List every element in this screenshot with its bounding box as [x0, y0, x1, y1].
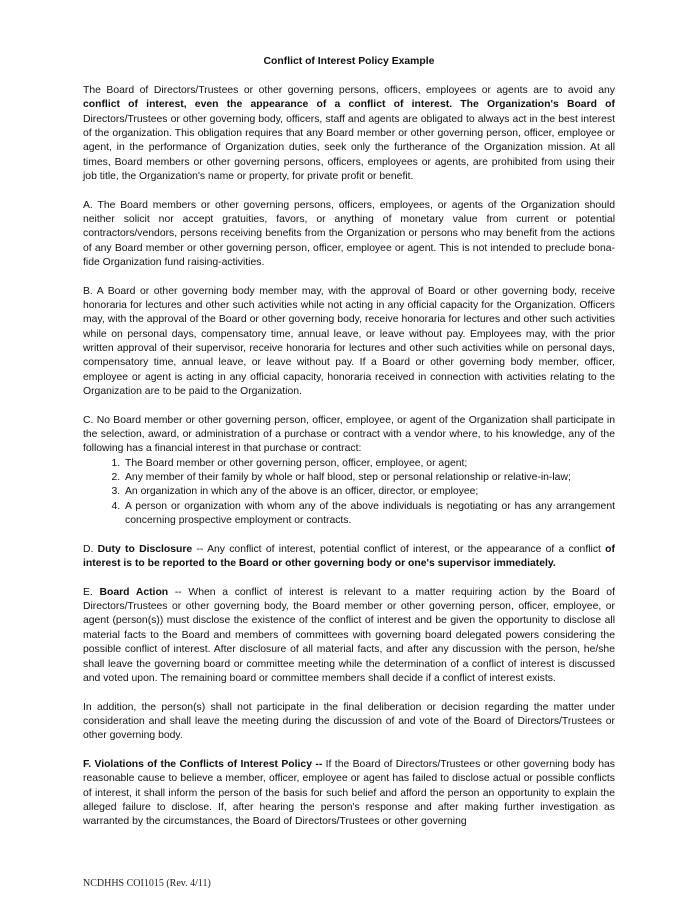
section-d-text: -- Any conflict of interest, potential conflict of interest, or the appearance of a conflict: [192, 543, 606, 555]
section-c-paragraph: C. No Board member or other governing person, officer, employee, or agent of the Organization shall participate in the selection, award, or administration of a purchase or contract with a vendor where, to his knowledge, any of the following has a financial interest in that purchase or contract:: [83, 414, 615, 455]
section-d-paragraph: [83, 543, 615, 572]
section-c-list: [83, 457, 615, 529]
section-d-bold-text: of interest is to be reported to the Board or other governing body or one's supervisor immediately.: [83, 543, 615, 570]
section-e-paragraph: [83, 586, 615, 686]
section-f-text: If the Board of Directors/Trustees or other governing body has reasonable cause to believe a member, officer, employee or agent has failed to disclose actual or possible conflicts of interest, it shall inform the person of the basis for such belief and afford the person an opportunity to explain the alleged failure to disclose. If, after hearing the person's response and after making further investigation as warranted by the circumstances, the Board of Directors/Trustees or other governing: [83, 758, 615, 828]
intro-paragraph: [83, 84, 615, 184]
section-f-heading: F. Violations of the Conflicts of Interest Policy --: [83, 758, 323, 770]
section-e-prefix: E.: [83, 586, 100, 598]
section-d-prefix: D.: [83, 543, 98, 555]
section-a-paragraph: A. The Board members or other governing persons, officers, employees, or agents of the Organization should neither solicit nor accept gratuities, favors, or anything of monetary value from current or potential contractors/vendors, persons receiving benefits from the Organization or persons who may benefit from the actions of any Board member or other governing person, officer, employee or agent. This is not intended to preclude bona-fide Organization fund raising-activities.: [83, 199, 615, 269]
document-footer: NCDHHS COI1015 (Rev. 4/11): [83, 878, 211, 889]
intro-text-2: Directors/Trustees or other governing body, officers, staff and agents are obligated to always act in the best interest of the organization. This obligation requires that any Board member or other governing person, officer, employee or agent, in the performance of Organization duties, seek only the furtherance of the Organization mission. At all times, Board members or other governing persons, officers, employees or agents, are prohibited from using their job title, the Organization's name or property, for private profit or benefit.: [83, 113, 615, 183]
section-d-heading: Duty to Disclosure: [97, 543, 193, 555]
section-e-heading: Board Action: [99, 586, 169, 598]
document-title: Conflict of Interest Policy Example: [263, 56, 435, 67]
section-e-text: -- When a conflict of interest is relevant to a matter requiring action by the Board of Directors/Trustees or other governing body, the Board member or other governing person, officer, employee, or agent (person(s)) must disclose the existence of the conflict of interest and be given the opportunity to disclose all material facts to the Board and members of committees with governing board delegated powers considering the possible conflict of interest. After disclosure of all material facts, and after any discussion with the person, he/she shall leave the governing board or committee meeting while the determination of a conflict of interest is discussed and voted upon. The remaining board or committee members shall decide if a conflict of interest exists.: [83, 586, 615, 684]
list-item: 2. Any member of their family by whole or half blood, step or personal relationship or relative-in-law;: [123, 471, 615, 485]
list-item: 1. The Board member or other governing person, officer, employee, or agent;: [123, 457, 615, 471]
intro-text-1: The Board of Directors/Trustees or other governing persons, officers, employees or agents are to avoid any: [83, 85, 615, 96]
list-item: 3. An organization in which any of the above is an officer, director, or employee;: [123, 485, 615, 499]
intro-bold-text: conflict of interest, even the appearance of a conflict of interest. The Organization's Board of: [83, 99, 615, 111]
addition-paragraph: In addition, the person(s) shall not participate in the final deliberation or decision regarding the matter under consideration and shall leave the meeting during the discussion of and vote of the Board of Directors/Trustees or other governing body.: [83, 701, 615, 742]
section-b-paragraph: B. A Board or other governing body member may, with the approval of Board or other governing body, receive honoraria for lectures and other such activities while not acting in any official capacity for the Organization. Officers may, with the approval of the Board or other governing body, receive honoraria for lectures and other such activities while on personal days, compensatory time, annual leave, or leave without pay. Employees may, with the prior written approval of their supervisor, receive honoraria for lectures and other such activities while on personal days, compensatory time, annual leave, or leave without pay. If a Board or other governing body member, officer, employee or agent is acting in any official capacity, honoraria received in connection with activities relating to the Organization are to be paid to the Organization.: [83, 285, 615, 398]
list-item: 4. A person or organization with whom any of the above individuals is negotiating or has any arrangement concerning prospective employment or contracts.: [123, 500, 615, 529]
document-page: [83, 55, 615, 830]
section-f-paragraph: [83, 758, 615, 830]
